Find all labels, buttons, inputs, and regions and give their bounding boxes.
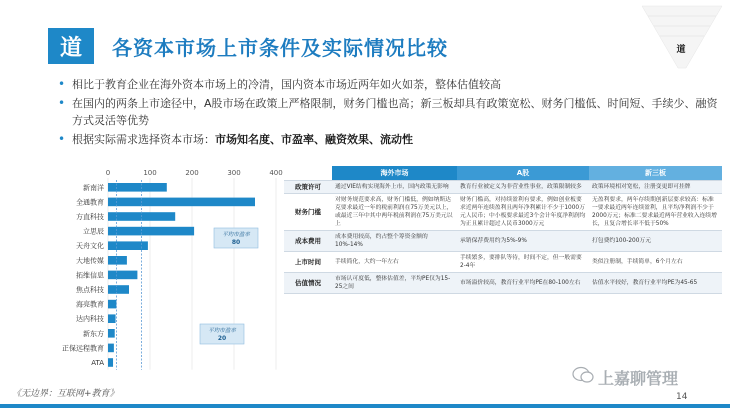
table-row [284,230,722,251]
table-cell: 手续简化，大约一年左右 [332,251,457,272]
funnel-icon [640,4,724,70]
row-label: 估值情况 [284,272,332,293]
bullet-text: 根据实际需求选择资本市场： [72,133,215,146]
wechat-icon [572,366,594,384]
bar [108,241,148,250]
bar [108,227,194,236]
x-tick-label: 200 [185,169,199,177]
row-label: 政策许可 [284,180,332,193]
category-label: 拓维信息 [76,271,104,280]
category-label: 全通教育 [76,198,104,207]
row-label: 成本费用 [284,230,332,251]
bar [108,285,129,294]
bullet-item [58,131,718,148]
bottom-accent-line [0,404,730,408]
table-row [284,251,722,272]
category-label: 天舟文化 [76,242,104,251]
table-cell: 打包费约100-200万元 [589,230,722,251]
funnel-label: 道 [676,45,686,55]
bar [108,271,137,280]
table-cell: 市场溢价较高，教育行业平均PE在80-100左右 [457,272,589,293]
section-badge: 道 [48,28,94,64]
category-label: 海亮教育 [76,300,104,309]
bullet-item [58,76,718,93]
x-tick-label: 0 [105,169,111,177]
bar [108,183,167,192]
annotation-value: 80 [231,239,241,246]
category-label: 立思辰 [83,227,104,236]
bar [108,358,113,367]
table-cell: 对财务规范要求高，财务门槛低，例如纳斯达克要求最近一年的税前利润在75万美元以上，或最近三年中其中两年税前利润在75万美元以上 [332,193,457,230]
table-cell: 估值水平较好，教育行业平均PE为45-65 [589,272,722,293]
table-cell: 通过VIE结构实现海外上市，国内政策无影响 [332,180,457,193]
watermark-text: 上嘉聊管理 [598,369,679,388]
annotation-label: 平均市盈率 [222,232,250,238]
table-cell: 政策环境相对宽松，注册变更即可挂牌 [589,180,722,193]
table-cell: 财务门槛高，对持续盈利有要求，例如创业板要求近两年连续盈利且两年净利累计不少于1000万元人民币；中小板要求最近3个会计年度净利润均为正且累计超过人民币3000万元 [457,193,589,230]
bar [108,314,116,323]
annotation-label: 平均市盈率 [208,328,236,334]
category-label: 大地传媒 [76,256,104,265]
bar [108,344,114,353]
table-header-empty [284,166,332,180]
table-cell: 手续繁多，要排队等待，时间不定，但一般需要2-4年 [457,251,589,272]
pe-ratio-bar-chart [50,166,284,376]
bar [108,198,255,207]
table-cell: 类似注册制，手续简单，6个月左右 [589,251,722,272]
page-number: 14 [676,392,688,402]
table-row [284,272,722,293]
category-label: 达内科技 [76,315,104,324]
table-header-row [284,166,722,180]
bullet-text: 相比于教育企业在海外资本市场上的冷清，国内资本市场近两年如火如荼，整体估值较高 [72,78,501,91]
bullet-list [58,76,718,150]
table-cell: 教育行业被定义为非营业性事业，政策限制较多 [457,180,589,193]
table-cell: 承销保荐费用约为5%-9% [457,230,589,251]
bar [108,256,127,265]
comparison-table [284,166,722,294]
x-tick-label: 400 [269,169,283,177]
table-row [284,193,722,230]
bullet-text: 在国内的两条上市途径中，A股市场在政策上严格限制，财务门槛也高；新三板却具有政策宽松、财务门槛低、时间短、手续少、融资方式灵活等优势 [72,97,718,127]
bar [108,329,115,338]
slide-title: 各资本市场上市条件及实际情况比较 [112,36,448,60]
category-label: 新南洋 [83,183,104,192]
table-header-neeq: 新三板 [589,166,722,180]
x-tick-label: 100 [143,169,157,177]
category-label: 焦点科技 [76,286,104,294]
table-header-a-share: A股 [457,166,589,180]
x-tick-label: 300 [227,169,241,177]
annotation-value: 20 [217,335,227,342]
table-cell: 成本费用较高，约占整个筹资金额的10%-14% [332,230,457,251]
table-cell: 市场认可度低，整体估值差，平均PE仅为15-25之间 [332,272,457,293]
category-label: 方直科技 [76,213,104,221]
row-label: 上市时间 [284,251,332,272]
category-label: 新东方 [83,329,104,338]
bar [108,300,116,309]
footer-book-title: 《无边界：互联网+教育》 [12,389,119,399]
row-label: 财务门槛 [284,193,332,230]
category-label: 正保远程教育 [62,344,104,353]
bullet-bold-text: 市场知名度、市盈率、融资效果、流动性 [215,133,413,146]
table-header-overseas: 海外市场 [332,166,457,180]
table-row [284,180,722,193]
table-cell: 无盈利要求，两年存续期创新层要求较高：标准一要求最近两年连续盈利，且平均净利润不少于2000万元；标准二要求最近两年营业收入连续增长，且复合增长率不低于50% [589,193,722,230]
category-label: ATA [91,359,104,367]
bullet-item [58,95,718,129]
